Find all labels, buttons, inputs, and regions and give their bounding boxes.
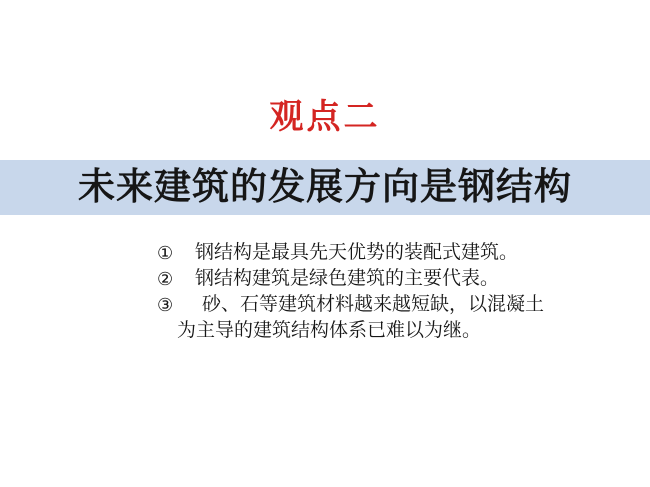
item-number-badge: ② xyxy=(157,269,174,289)
list-item xyxy=(157,292,597,344)
headline-band xyxy=(0,160,650,215)
item-number-badge: ① xyxy=(157,243,174,263)
list-item-text: 钢结构建筑是绿色建筑的主要代表。 xyxy=(195,268,500,289)
opinion-list xyxy=(157,240,597,344)
list-item xyxy=(157,266,597,292)
item-number-badge: ③ xyxy=(157,295,174,315)
list-item-text-continued: 为主导的建筑结构体系已难以为继。 xyxy=(177,320,482,341)
viewpoint-label: 观点二 xyxy=(269,99,381,136)
slide-headline: 未来建筑的发展方向是钢结构 xyxy=(78,167,572,208)
list-item-text: 砂、石等建筑材料越来越短缺，以混凝土 xyxy=(202,294,545,315)
list-item xyxy=(157,240,597,266)
list-item-text: 钢结构是最具先天优势的装配式建筑。 xyxy=(195,242,519,263)
